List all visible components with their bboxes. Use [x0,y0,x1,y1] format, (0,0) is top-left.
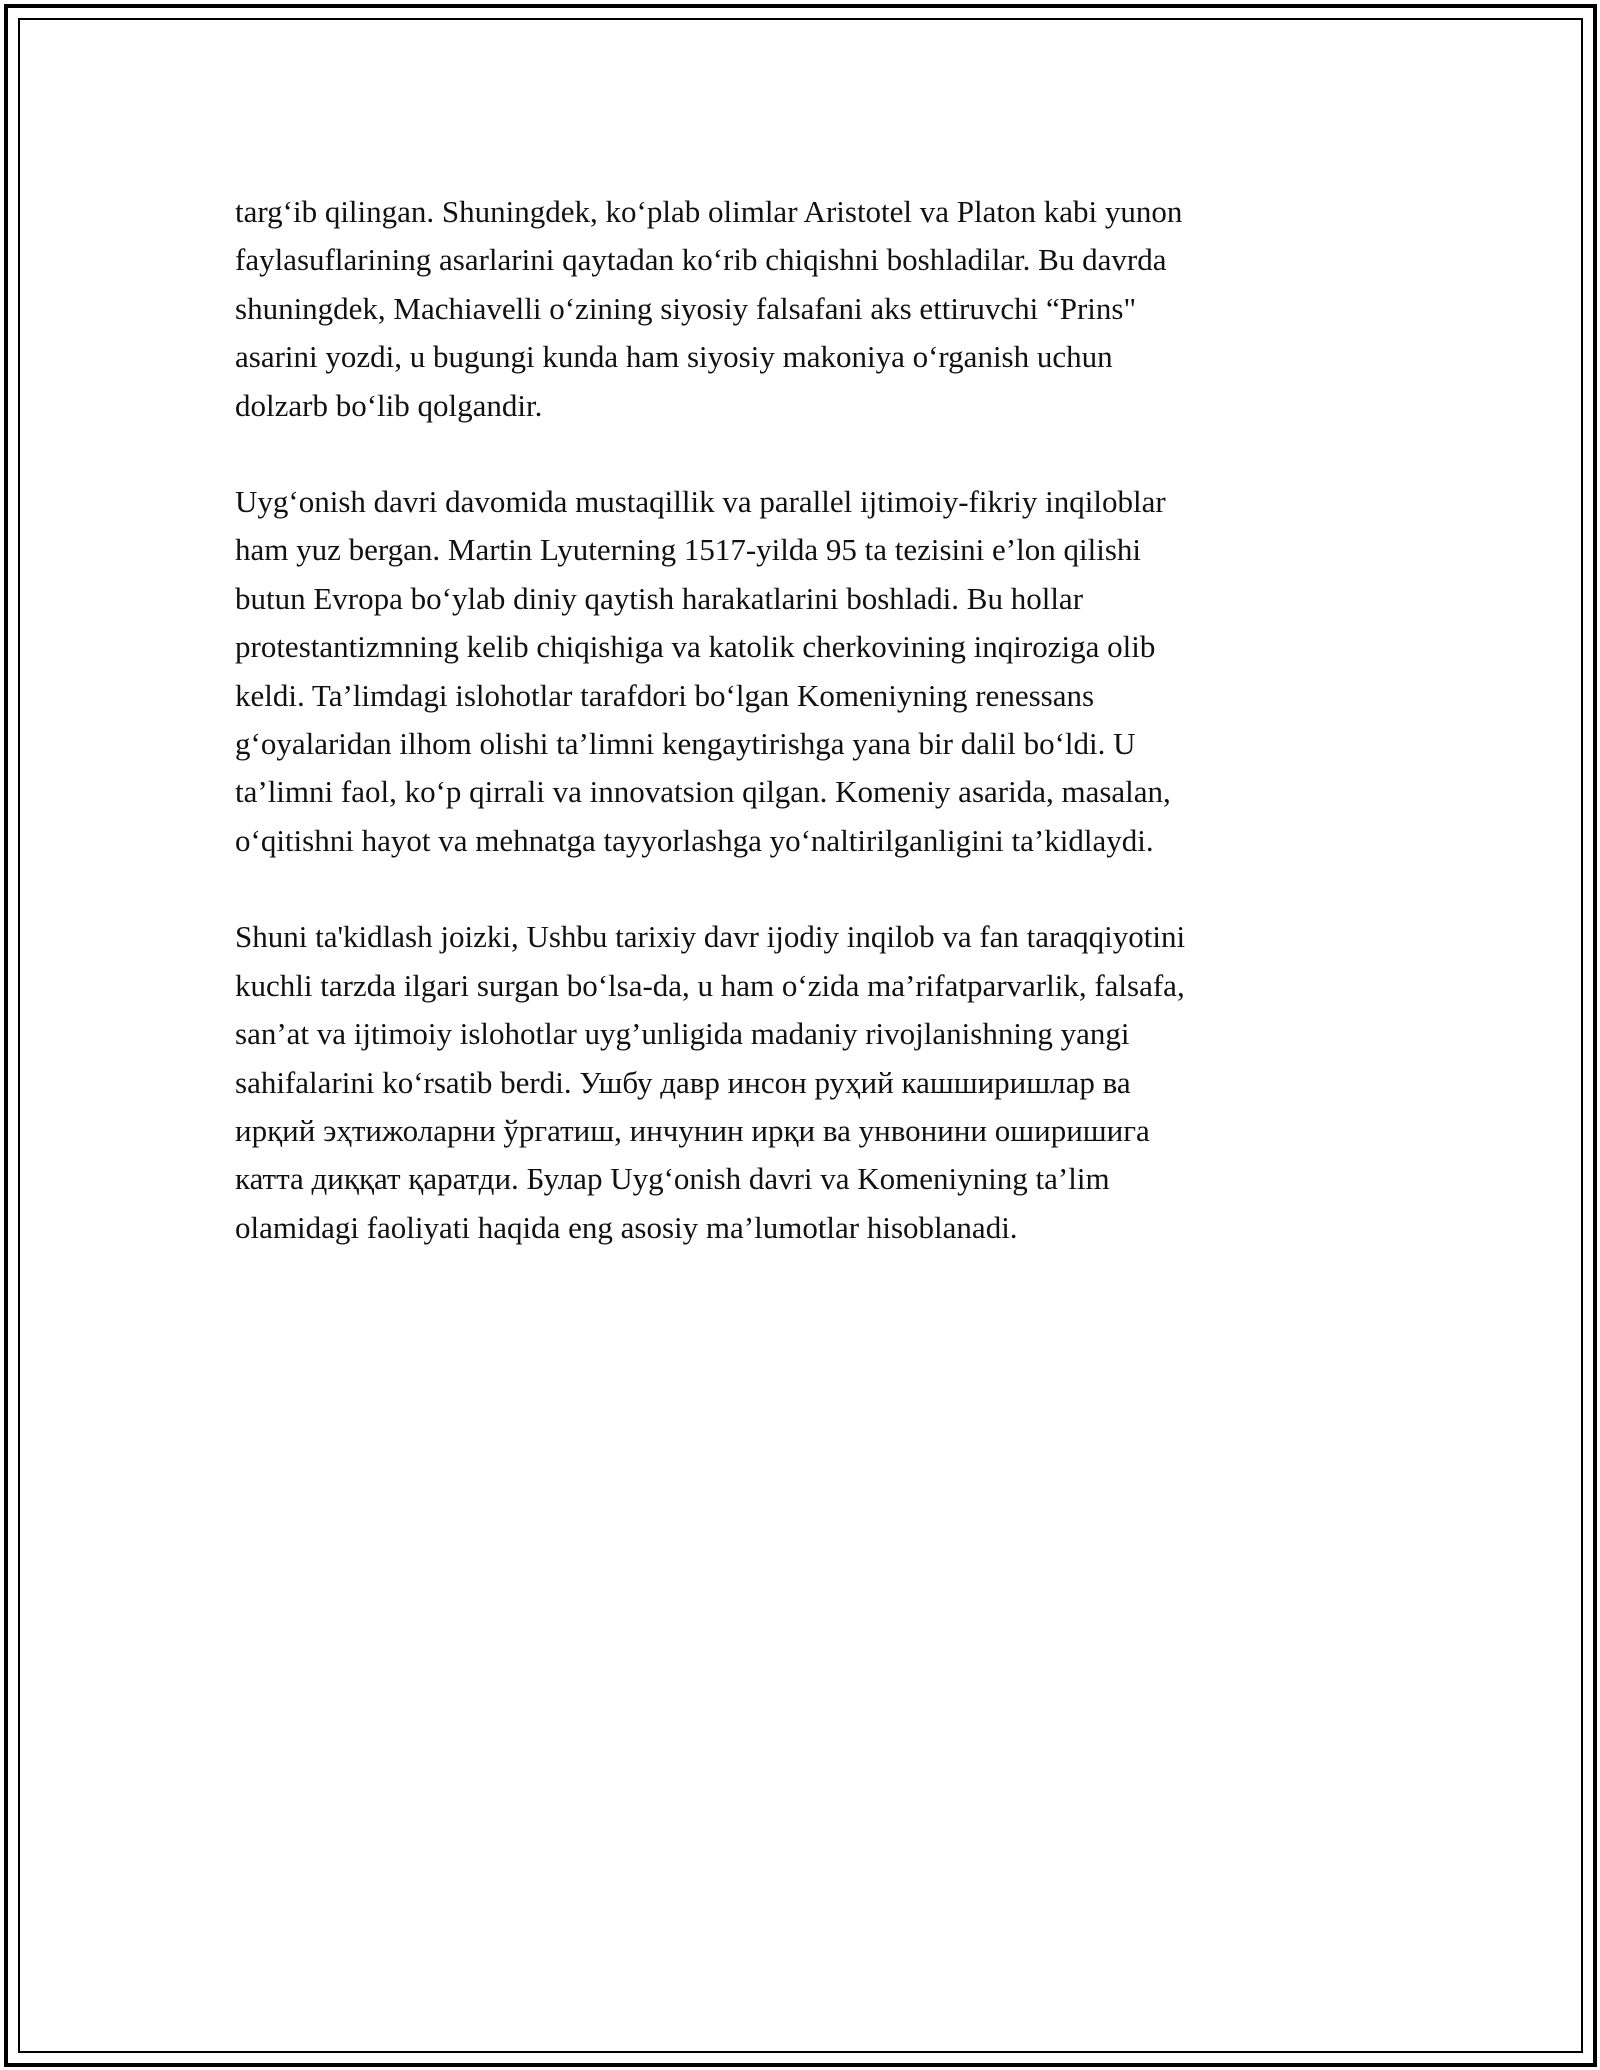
text-line: faylasuflarining asarlarini qaytadan ko‘rib chiqishni boshladilar. Bu davrda [235,242,1167,278]
text-line: protestantizmning kelib chiqishiga va katolik cherkovining inqiroziga olib [235,629,1156,665]
paragraph-3 [235,913,1385,1252]
paragraph-2 [235,478,1385,865]
text-line: ham yuz bergan. Martin Lyuterning 1517-yilda 95 ta tezisini e’lon qilishi [235,532,1141,568]
text-line: sahifalarini ko‘rsatib berdi. Ушбу давр инсон руҳий кашширишлар ва [235,1064,1131,1100]
text-line: ирқий эҳтижоларни ўргатиш, инчунин ирқи ва унвонини оширишига [235,1112,1150,1148]
text-line: san’at va ijtimoiy islohotlar uyg’unligida madaniy rivojlanishning yangi [235,1016,1130,1052]
text-line: asarini yozdi, u bugungi kunda ham siyosiy makoniya o‘rganish uchun [235,339,1113,375]
text-line: dolzarb bo‘lib qolgandir. [235,387,543,423]
text-line: Shuni ta'kidlash joizki, Ushbu tarixiy davr ijodiy inqilob va fan taraqqiyotini [235,919,1186,955]
text-line: olamidagi faoliyati haqida eng asosiy ma’lumotlar hisoblanadi. [235,1209,1018,1245]
text-line: butun Evropa bo‘ylab diniy qaytish harakatlarini boshladi. Bu hollar [235,580,1084,616]
text-line: ta’limni faol, ko‘p qirrali va innovatsion qilgan. Komeniy asarida, masalan, [235,774,1171,810]
text-line: shuningdek, Machiavelli o‘zining siyosiy falsafani aks ettiruvchi “Prins" [235,290,1137,326]
paragraph-1 [235,188,1385,430]
text-line: катта диққат қаратди. Булар Uyg‘onish davri va Komeniyning ta’lim [235,1161,1110,1197]
text-line: keldi. Ta’limdagi islohotlar tarafdori bo‘lgan Komeniyning renessans [235,677,1095,713]
document-body [235,188,1385,1300]
text-line: Uyg‘onish davri davomida mustaqillik va parallel ijtimoiy-fikriy inqiloblar [235,484,1166,520]
text-line: kuchli tarzda ilgari surgan bo‘lsa-da, u ham o‘zida ma’rifatparvarlik, falsafa, [235,967,1185,1003]
text-line: o‘qitishni hayot va mehnatga tayyorlashga yo‘naltirilganligini ta’kidlaydi. [235,822,1154,858]
text-line: targ‘ib qilingan. Shuningdek, ko‘plab olimlar Aristotel va Platon kabi yunon [235,194,1183,229]
text-line: g‘oyalaridan ilhom olishi ta’limni kengaytirishga yana bir dalil bo‘ldi. U [235,726,1136,762]
